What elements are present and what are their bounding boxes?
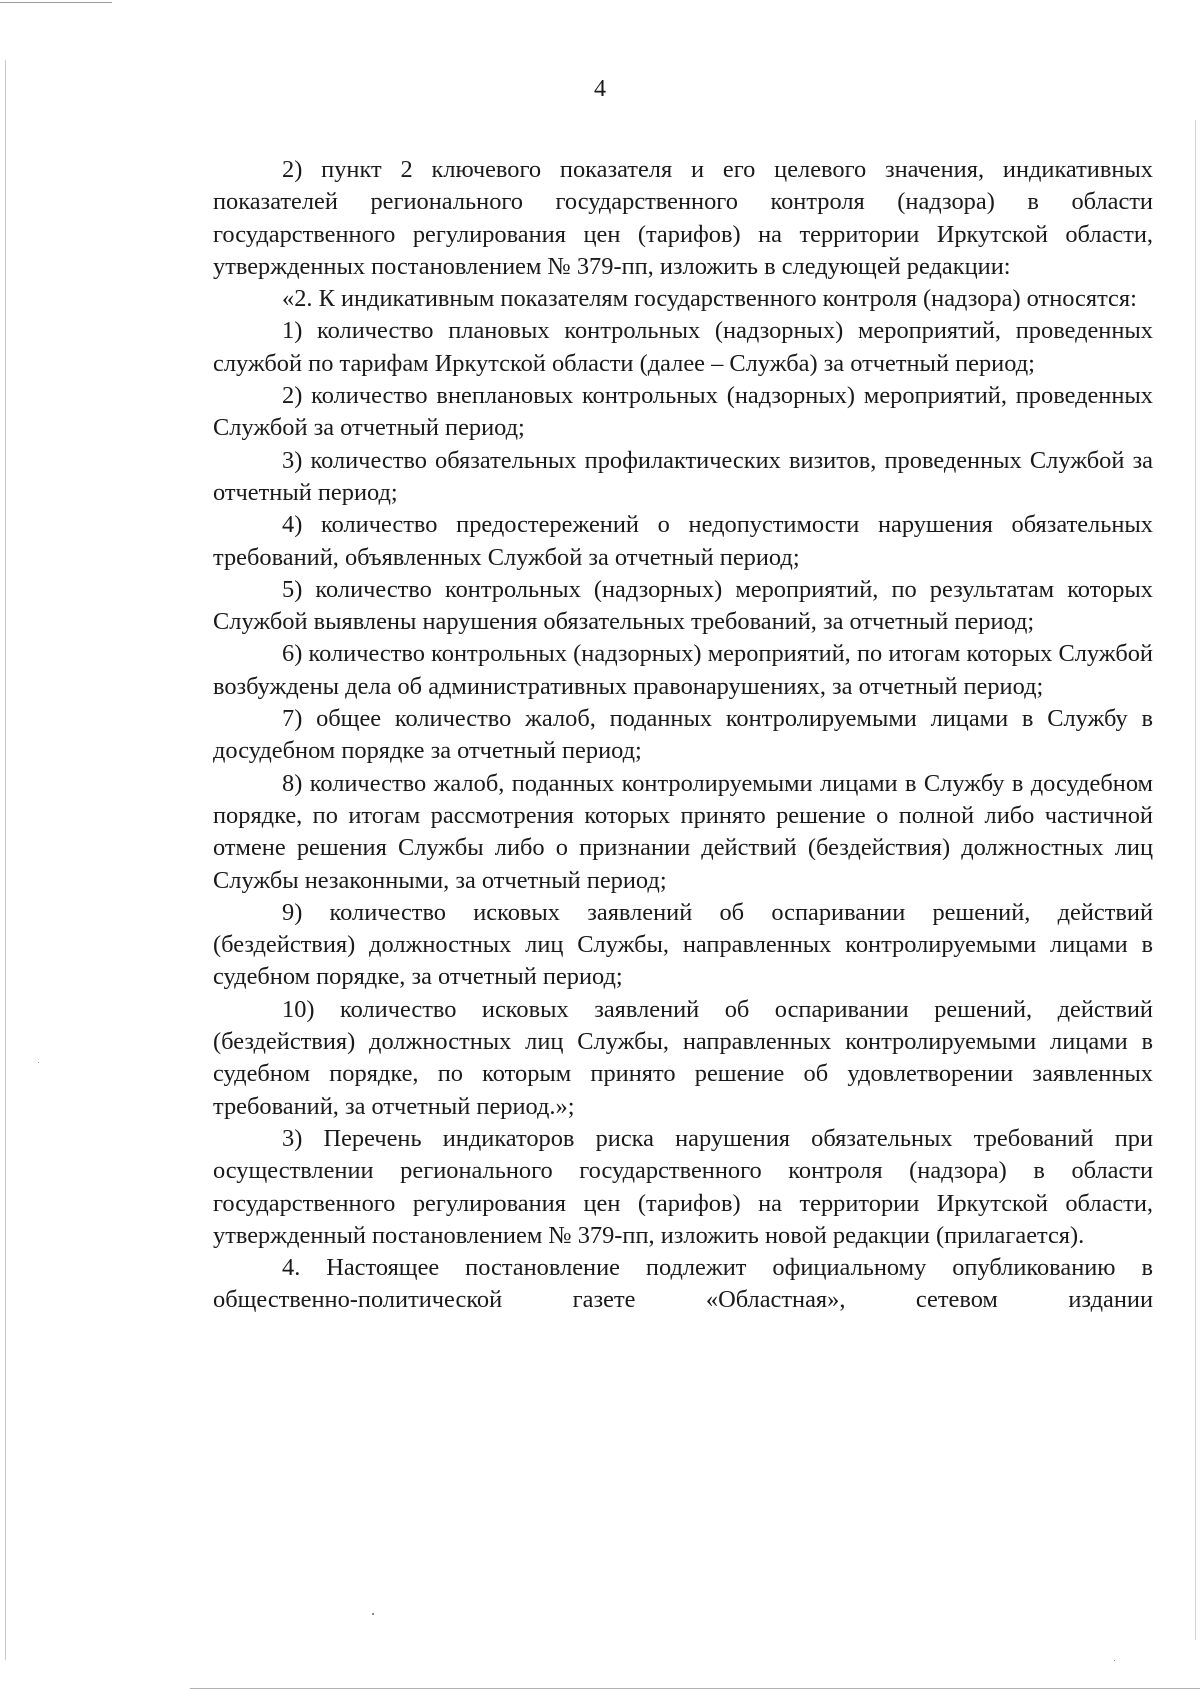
scan-speck	[1114, 1660, 1115, 1661]
list-item-3: 3) количество обязательных профилактических визитов, проведенных Службой за отчетный период;	[213, 446, 1153, 506]
scan-edge-right	[1195, 120, 1196, 1640]
scan-edge-bottom	[190, 1688, 1200, 1689]
scan-speck	[38, 1062, 39, 1063]
list-item-10: 10) количество исковых заявлений об оспаривании решений, действий (бездействия) должностных лиц Службы, направленных контролируемыми лицами в судебном порядке, по которым принято решение об удовлетворении заявленных требований, за отчетный период.»;	[213, 995, 1153, 1120]
paragraph-item-3-amendment: 3) Перечень индикаторов риска нарушения обязательных требований при осуществлении регионального государственного контроля (надзора) в области государственного регулирования цен (тарифов) на территории Иркутской области, утвержденный постановлением № 379-пп, изложить новой редакции (прилагается).	[213, 1124, 1153, 1249]
scan-edge-left	[5, 60, 6, 1660]
scan-edge-top	[0, 2, 112, 3]
list-item-7: 7) общее количество жалоб, поданных контролируемыми лицами в Службу в досудебном порядке за отчетный период;	[213, 705, 1153, 765]
scan-speck	[372, 1613, 374, 1615]
paragraph-item-2-amendment: 2) пункт 2 ключевого показателя и его целевого значения, индикативных показателей регионального государственного контроля (надзора) в области государственного регулирования цен (тарифов) на территории Иркутской области, утвержденных постановлением № 379-пп, изложить в следующей редакции:	[213, 156, 1153, 280]
document-body	[213, 154, 1153, 1317]
list-item-9: 9) количество исковых заявлений об оспаривании решений, действий (бездействия) должностных лиц Службы, направленных контролируемыми лицами в судебном порядке, за отчетный период;	[213, 898, 1153, 991]
list-item-4: 4) количество предостережений о недопустимости нарушения обязательных требований, объявленных Службой за отчетный период;	[213, 511, 1153, 571]
paragraph-indicators-intro: «2. К индикативным показателям государственного контроля (надзора) относятся:	[282, 285, 1137, 313]
list-item-1: 1) количество плановых контрольных (надзорных) мероприятий, проведенных службой по тарифам Иркутской области (далее – Служба) за отчетный период;	[213, 317, 1153, 377]
list-item-6: 6) количество контрольных (надзорных) мероприятий, по итогам которых Службой возбуждены дела об административных правонарушениях, за отчетный период;	[213, 640, 1153, 700]
paragraph-publication-clause: 4. Настоящее постановление подлежит официальному опубликованию в общественно-политической газете «Областная», сетевом издании	[213, 1254, 1153, 1314]
page-number: 4	[594, 76, 606, 102]
list-item-5: 5) количество контрольных (надзорных) мероприятий, по результатам которых Службой выявлены нарушения обязательных требований, за отчетный период;	[213, 575, 1153, 636]
list-item-8: 8) количество жалоб, поданных контролируемыми лицами в Службу в досудебном порядке, по итогам рассмотрения которых принято решение о полной либо частичной отмене решения Службы либо о признании действий (бездействия) должностных лиц Службы незаконными, за отчетный период;	[213, 769, 1153, 894]
list-item-2: 2) количество внеплановых контрольных (надзорных) мероприятий, проведенных Службой за отчетный период;	[213, 382, 1153, 442]
